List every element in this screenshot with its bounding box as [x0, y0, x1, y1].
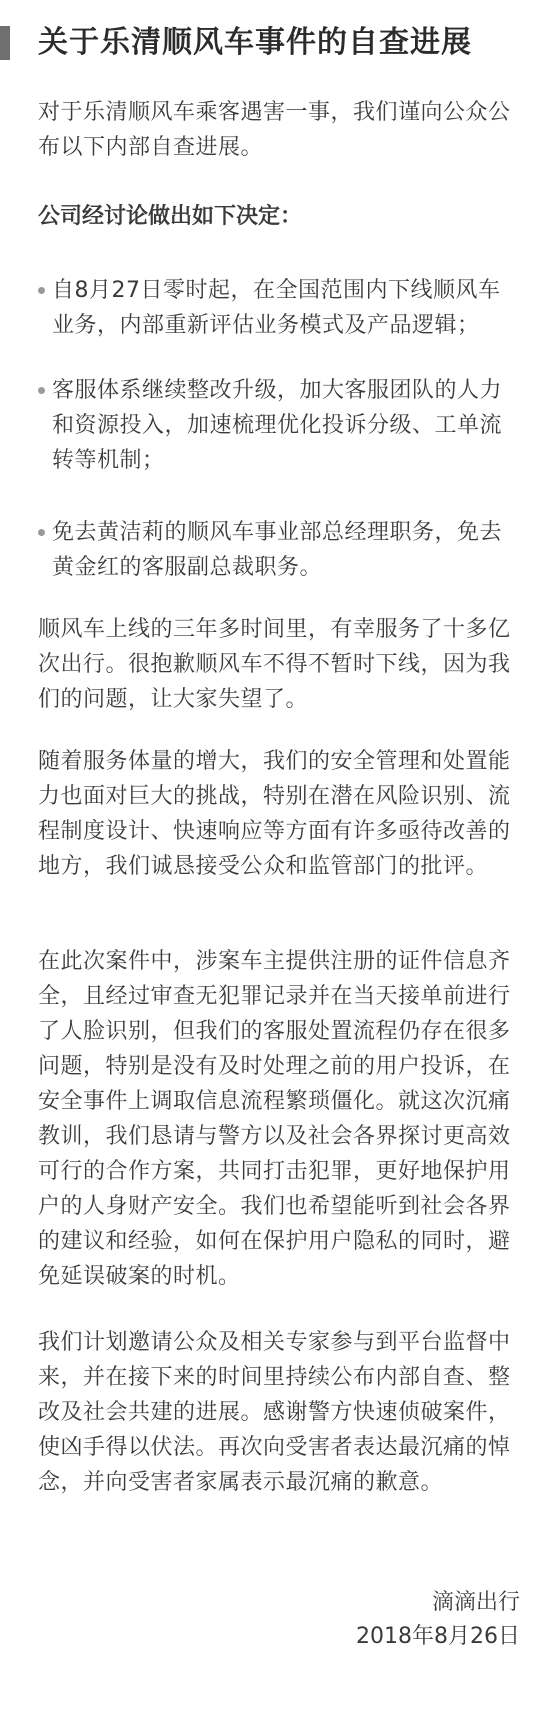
decision-text: 客服体系继续整改升级，加大客服团队的人力和资源投入，加速梳理优化投诉分级、工单流转等机制； — [52, 378, 503, 473]
body-paragraph: 在此次案件中，涉案车主提供注册的证件信息齐全，且经过审查无犯罪记录并在当天接单前进行了人脸识别，但我们的客服处置流程仍存在很多问题，特别是没有及时处理之前的用户投诉，在安全事件上调取信息流程繁琐僵化。就这次沉痛教训，我们恳请与警方以及社会各界探讨更高效可行的合作方案，共同打击犯罪，更好地保护用户的人身财产安全。我们也希望能听到社会各界的建议和经验，如何在保护用户隐私的同时，避免延误破案的时机。 — [38, 949, 511, 1289]
signature-org: 滴滴出行 — [431, 1590, 520, 1615]
decision-text: 自8月27日零时起，在全国范围内下线顺风车业务，内部重新评估业务模式及产品逻辑； — [52, 278, 501, 338]
decision-heading: 公司经讨论做出如下决定： — [38, 204, 303, 229]
page-title: 关于乐清顺风车事件的自查进展 — [38, 25, 472, 60]
decision-text: 免去黄洁莉的顺风车事业部总经理职务，免去黄金红的客服副总裁职务。 — [52, 520, 503, 580]
body-paragraph: 随着服务体量的增大，我们的安全管理和处置能力也面对巨大的挑战，特别在潜在风险识别、流程制度设计、快速响应等方面有许多亟待改善的地方，我们诚恳接受公众和监管部门的批评。 — [38, 749, 511, 879]
intro-paragraph: 对于乐清顺风车乘客遇害一事，我们谨向公众公布以下内部自查进展。 — [38, 100, 511, 160]
signature-date: 2018年8月26日 — [356, 1624, 520, 1649]
title-accent-bar — [0, 26, 10, 60]
body-paragraph: 我们计划邀请公众及相关专家参与到平台监督中来，并在接下来的时间里持续公布内部自查、整改及社会共建的进展。感谢警方快速侦破案件，使凶手得以伏法。再次向受害者表达最沉痛的悼念，并向受害者家属表示最沉痛的歉意。 — [38, 1330, 511, 1495]
bullet-dot-icon — [38, 287, 45, 294]
body-paragraph: 顺风车上线的三年多时间里，有幸服务了十多亿次出行。很抱歉顺风车不得不暂时下线，因为我们的问题，让大家失望了。 — [38, 617, 511, 712]
bullet-dot-icon — [38, 387, 45, 394]
bullet-dot-icon — [38, 529, 45, 536]
